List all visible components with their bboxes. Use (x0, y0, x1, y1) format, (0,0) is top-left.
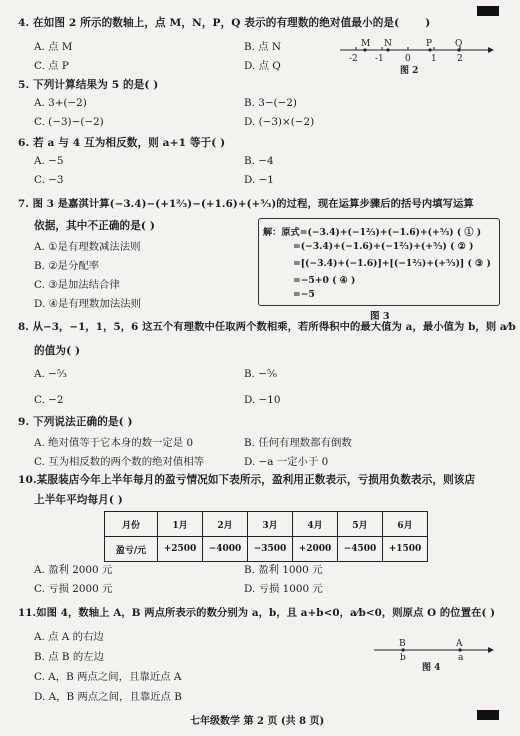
table-cell: +1500 (383, 537, 428, 562)
q4-option-b[interactable]: B. 点 N (244, 41, 282, 53)
point-q-label: Q (455, 39, 463, 49)
q11-option-a[interactable]: A. 点 A 的右边 (34, 631, 104, 643)
q9-option-a[interactable]: A. 绝对值等于它本身的数一定是 0 (34, 437, 194, 449)
point-n-label: N (384, 39, 392, 49)
point-a-label: A (456, 639, 463, 649)
q6-option-c[interactable]: C. −3 (34, 174, 64, 186)
tick-label: -1 (375, 54, 384, 64)
q11-option-b[interactable]: B. 点 B 的左边 (34, 651, 105, 663)
q5-option-a[interactable]: A. 3+(−2) (34, 97, 87, 109)
table-cell: −4000 (203, 537, 248, 562)
table-header-row (105, 512, 428, 537)
point-m-label: M (361, 39, 371, 49)
table-header-cell: 3月 (248, 512, 293, 537)
q6-stem: 6. 若 a 与 4 互为相反数，则 a+1 等于( ) (18, 137, 226, 149)
q6-option-a[interactable]: A. −5 (34, 155, 64, 167)
calculation-box-figure-3 (258, 218, 500, 306)
table-cell: −3500 (248, 537, 293, 562)
table-row (105, 537, 428, 562)
q7-option-a[interactable]: A. ①是有理数减法法则 (34, 241, 141, 253)
calc-line-3: =[(−3.4)+(−1.6)]+[(−1²⁄₃)+(+⁵⁄₃)] ( ③ ) (293, 258, 491, 269)
q10-option-c[interactable]: C. 亏损 2000 元 (34, 583, 113, 595)
number-line-figure-2 (338, 36, 498, 76)
q4-stem: 4. 在如图 2 所示的数轴上，点 M，N，P，Q 表示的有理数的绝对值最小的是( ) (18, 17, 431, 29)
q7-option-d[interactable]: D. ④是有理数加法法则 (34, 298, 142, 310)
page-footer: 七年级数学 第 2 页 (共 8 页) (190, 716, 325, 727)
q5-stem: 5. 下列计算结果为 5 的是( ) (18, 79, 159, 91)
q8-option-b[interactable]: B. −⁵⁄₆ (244, 368, 278, 380)
table-header-cell: 4月 (293, 512, 338, 537)
table-header-cell: 5月 (338, 512, 383, 537)
q4-option-d[interactable]: D. 点 Q (244, 60, 281, 72)
q8-option-a[interactable]: A. −⁵⁄₃ (34, 368, 67, 380)
q7-option-b[interactable]: B. ②是分配率 (34, 260, 100, 272)
q10-option-d[interactable]: D. 亏损 1000 元 (244, 583, 323, 595)
calc-line-4: =−5+0 ( ④ ) (293, 275, 356, 286)
q9-option-c[interactable]: C. 互为相反数的两个数的绝对值相等 (34, 456, 205, 468)
q4-option-a[interactable]: A. 点 M (34, 41, 73, 53)
q7-option-c[interactable]: C. ③是加法结合律 (34, 279, 120, 291)
corner-mark-top-right (477, 6, 499, 16)
q9-stem: 9. 下列说法正确的是( ) (18, 416, 133, 428)
q5-option-c[interactable]: C. (−3)−(−2) (34, 116, 104, 128)
q8-stem: 8. 从−3，−1，1，5，6 这五个有理数中任取两个数相乘，若所得积中的最大值为 a，最小值为 b，则 a⁄b (18, 321, 516, 333)
q9-option-b[interactable]: B. 任何有理数都有倒数 (244, 437, 352, 449)
figure-4-caption: 图 4 (422, 663, 441, 673)
table-header-cell: 6月 (383, 512, 428, 537)
number-line-figure-4 (372, 636, 498, 676)
table-cell: 盈亏/元 (105, 537, 158, 562)
point-p-label: P (426, 39, 433, 49)
value-b-label: b (400, 653, 406, 663)
table-cell: +2500 (158, 537, 203, 562)
monthly-profit-table (104, 511, 428, 562)
table-header-cell: 2月 (203, 512, 248, 537)
figure-2-caption: 图 2 (400, 66, 419, 76)
q11-option-d[interactable]: D. A，B 两点之间，且靠近点 B (34, 691, 182, 703)
table-header-cell: 1月 (158, 512, 203, 537)
q10-option-a[interactable]: A. 盈利 2000 元 (34, 564, 113, 576)
figure-3-caption: 图 3 (370, 311, 390, 322)
q5-option-d[interactable]: D. (−3)×(−2) (244, 116, 315, 128)
q8-option-d[interactable]: D. −10 (244, 394, 281, 406)
tick-label: 0 (405, 54, 411, 64)
calc-line-2: =(−3.4)+(−1.6)+(−1²⁄₃)+(+⁵⁄₃) ( ② ) (293, 241, 474, 252)
corner-mark-bottom-right (477, 710, 499, 720)
q9-option-d[interactable]: D. −a 一定小于 0 (244, 456, 329, 468)
q8-option-c[interactable]: C. −2 (34, 394, 64, 406)
q5-option-b[interactable]: B. 3−(−2) (244, 97, 297, 109)
q11-option-c[interactable]: C. A，B 两点之间，且靠近点 A (34, 671, 182, 683)
q7-stem: 7. 图 3 是嘉淇计算(−3.4)−(+1²⁄₃)−(+1.6)+(+⁵⁄₃)的过程，现在运算步骤后的括号内填写运算 (18, 198, 474, 210)
q6-option-b[interactable]: B. −4 (244, 155, 274, 167)
value-a-label: a (458, 653, 464, 663)
calc-line-5: =−5 (293, 289, 315, 300)
q10-option-b[interactable]: B. 盈利 1000 元 (244, 564, 323, 576)
q10-stem-line2: 上半年平均每月( ) (34, 494, 123, 506)
table-cell: −4500 (338, 537, 383, 562)
q4-option-c[interactable]: C. 点 P (34, 60, 69, 72)
calc-line-1: 解：原式=(−3.4)+(−1²⁄₃)+(−1.6)+(+⁵⁄₃) ( ① ) (263, 227, 482, 238)
table-header-cell: 月份 (105, 512, 158, 537)
q8-stem-line2: 的值为( ) (34, 345, 81, 357)
table-cell: +2000 (293, 537, 338, 562)
q11-stem: 11.如图 4，数轴上 A，B 两点所表示的数分别为 a，b，且 a+b<0，a⁄b<0，则原点 O 的位置在( ) (18, 607, 496, 619)
tick-label: 2 (457, 54, 463, 64)
q7-stem-line2: 依据，其中不正确的是( ) (34, 220, 155, 232)
tick-label: 1 (431, 54, 437, 64)
tick-label: -2 (349, 54, 358, 64)
q10-stem: 10.某服装店今年上半年每月的盈亏情况如下表所示，盈利用正数表示，亏损用负数表示，则该店 (18, 474, 476, 486)
point-b-label: B (399, 639, 406, 649)
q6-option-d[interactable]: D. −1 (244, 174, 274, 186)
